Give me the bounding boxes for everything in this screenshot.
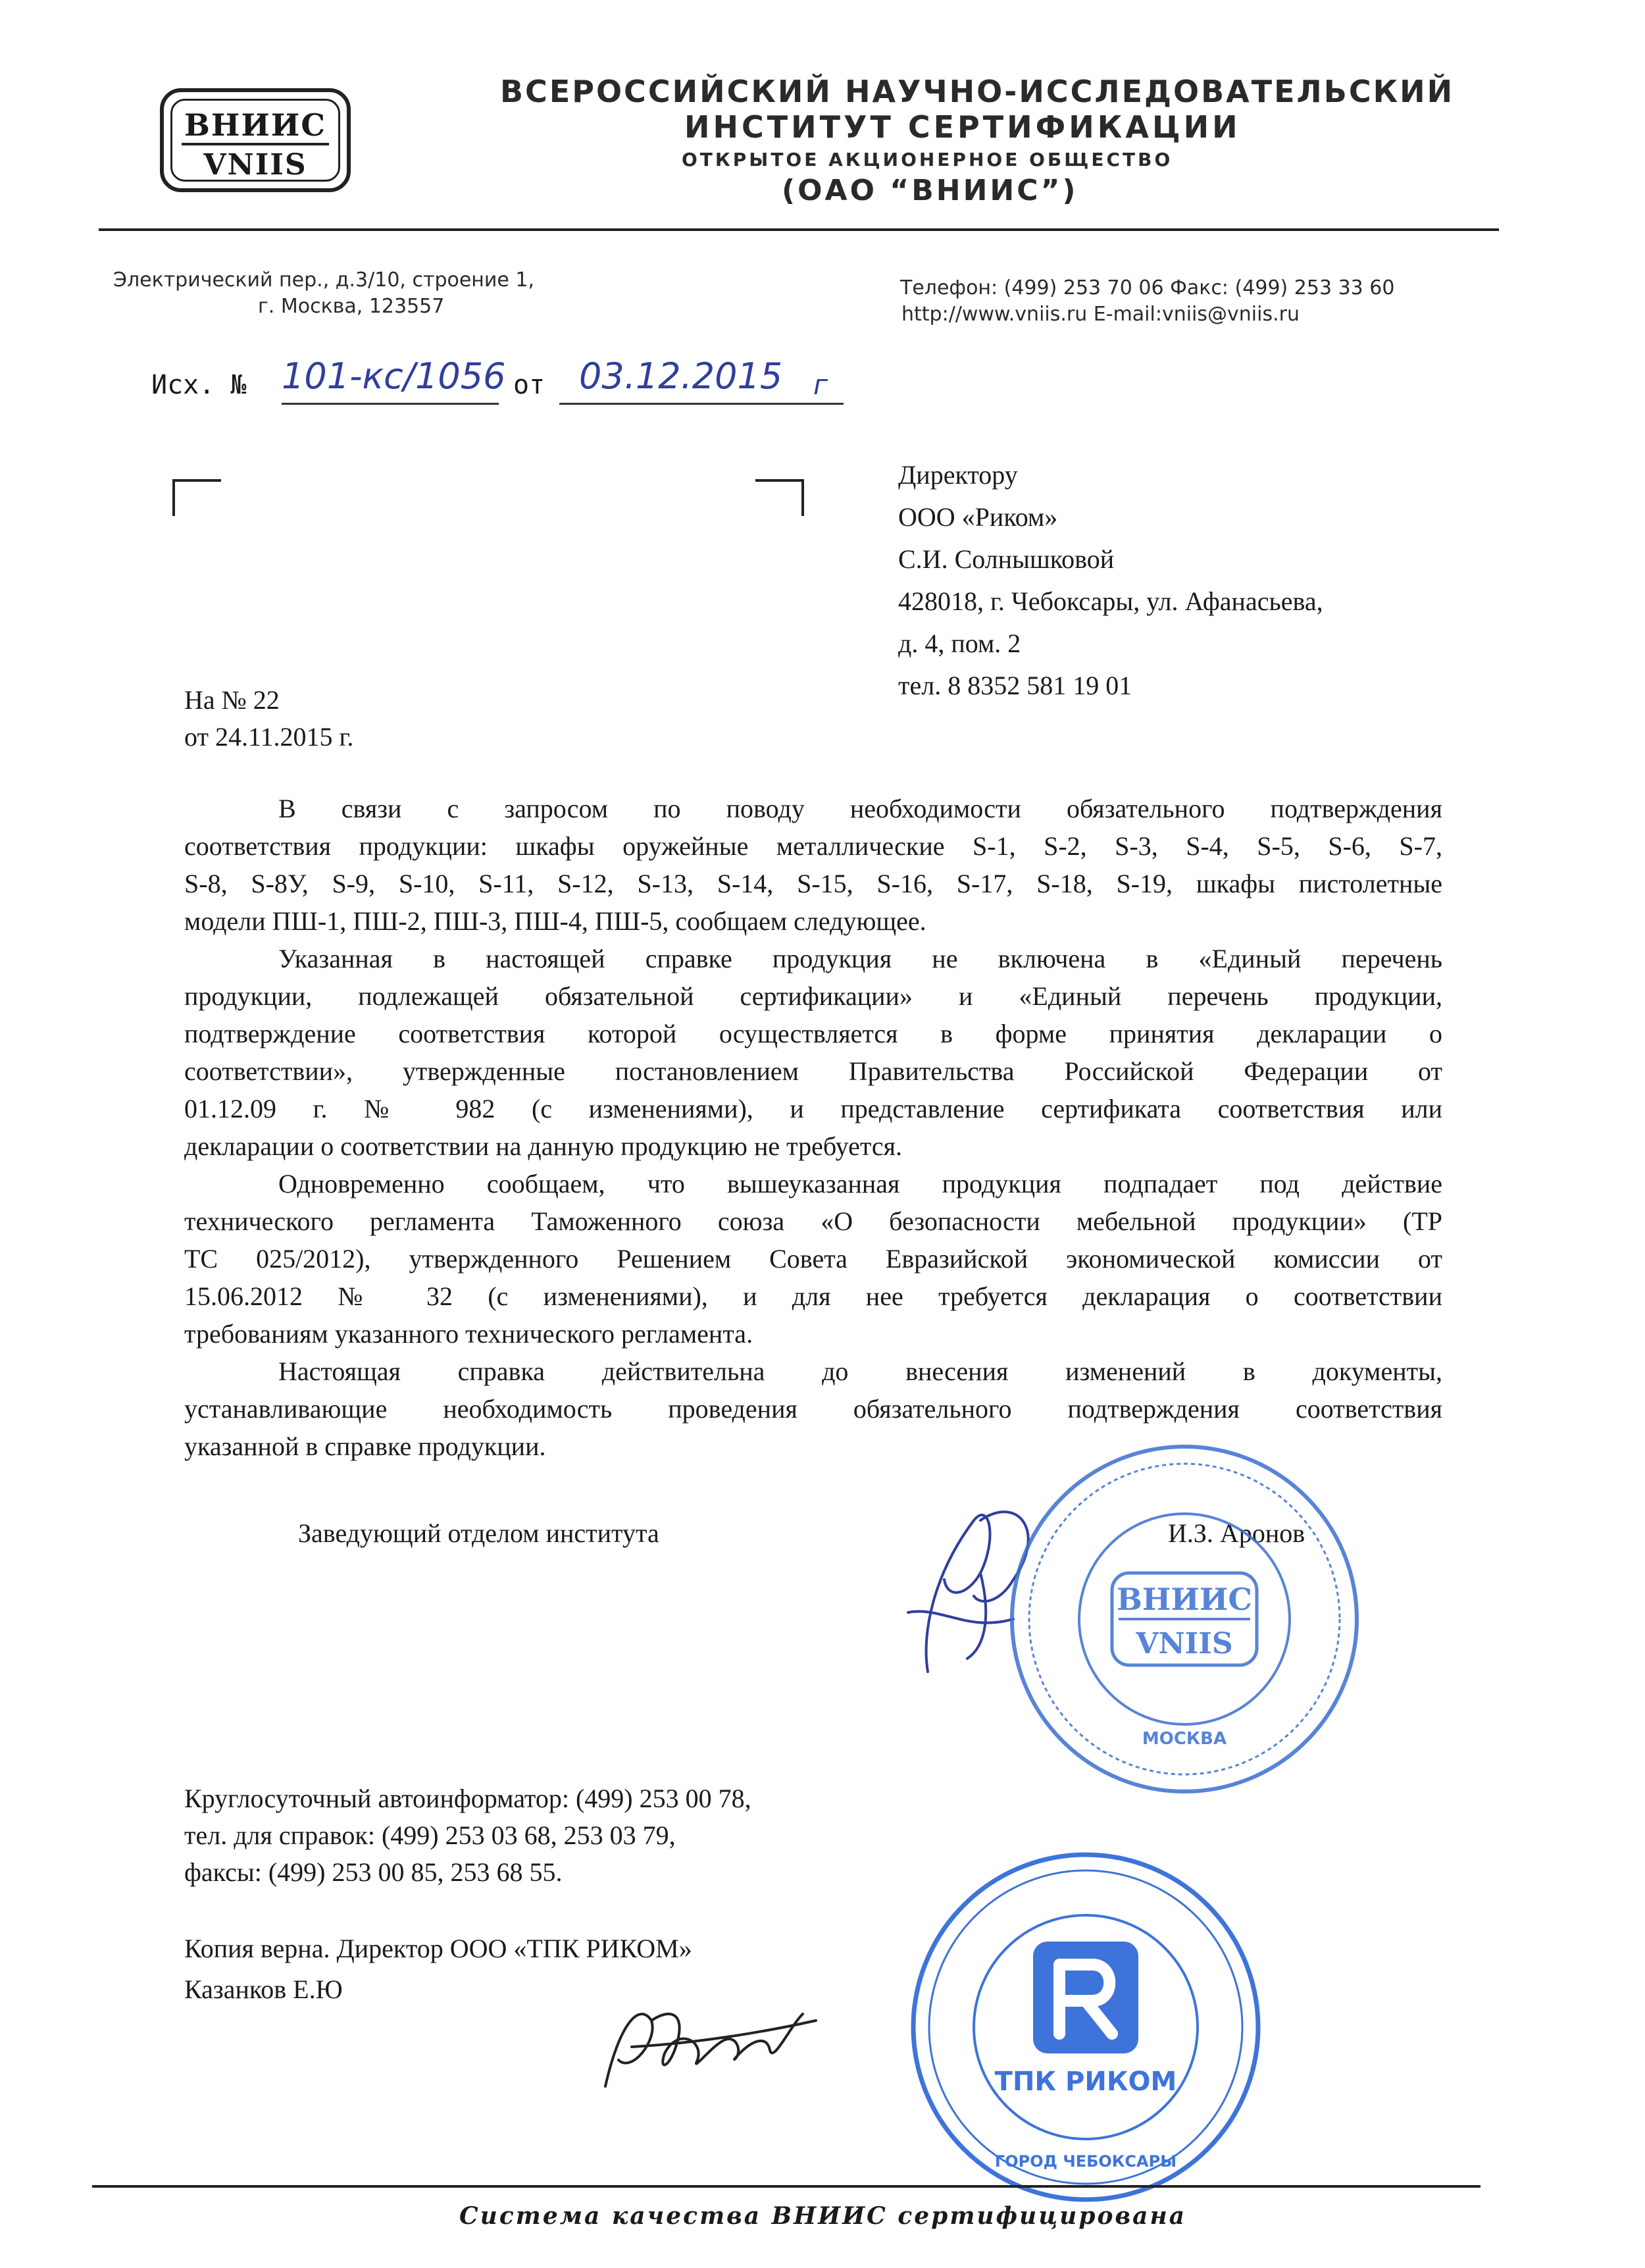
paragraph-3 (184, 1165, 1442, 1353)
stamp-rikom-name: ТПК РИКОМ (994, 2067, 1177, 2097)
ref-date-label: от (513, 370, 545, 400)
stamp-vniis-bottom: VNIIS (1136, 1627, 1233, 1661)
vniis-logo (160, 88, 351, 192)
phone-fax: Телефон: (499) 253 70 06 Факс: (499) 253 33 60 (900, 276, 1395, 299)
ref-number-value: 101-кс/1056 (282, 355, 506, 397)
address-corner-right (755, 479, 804, 516)
in-reply-block (184, 682, 353, 756)
in-reply-number: На № 22 (184, 685, 280, 715)
logo-bottom-text: VNIIS (203, 148, 307, 182)
paragraph-line: 01.12.09 г. № 982 (с изменениями), и представление сертификата соответствия или (184, 1094, 1442, 1123)
paragraph-line: 15.06.2012 № 32 (с изменениями), и для нее требуется декларация о соответствии (184, 1281, 1442, 1311)
recipient-block (898, 454, 1323, 707)
letterhead-rule (99, 228, 1499, 231)
paragraph-line: технического регламента Таможенного союза «О безопасности мебельной продукции» (ТР (184, 1206, 1442, 1236)
paragraph-line: соответствия продукции: шкафы оружейные металлические S-1, S-2, S-3, S-4, S-5, S-6, S-7, (184, 831, 1442, 861)
contact-line: тел. для справок: (499) 253 03 68, 253 03 79, (184, 1820, 676, 1850)
stamp-vniis-top: ВНИИС (1117, 1582, 1252, 1617)
copy-line: Копия верна. Директор ООО «ТПК РИКОМ» (184, 1934, 692, 1963)
ref-date-suffix: г (813, 369, 828, 401)
address-line1: Электрический пер., д.3/10, строение 1, (113, 269, 535, 292)
paragraph-line: требованиям указанного технического регламента. (184, 1319, 753, 1349)
paragraph-line: устанавливающие необходимость проведения обязательного подтверждения соответствия (184, 1394, 1442, 1424)
address-corner-left (172, 479, 221, 516)
paragraph-1 (184, 790, 1442, 940)
recipient-line: д. 4, пом. 2 (898, 629, 1021, 658)
quality-system-footer: Система качества ВНИИС сертифицирована (459, 2202, 1187, 2230)
org-name-line2: ИНСТИТУТ СЕРТИФИКАЦИИ (684, 109, 1241, 145)
vniis-round-stamp (1000, 1435, 1369, 1803)
contact-line: Круглосуточный автоинформатор: (499) 253 00 78, (184, 1784, 751, 1813)
recipient-line: 428018, г. Чебоксары, ул. Афанасьева, (898, 586, 1323, 616)
paragraph-line: соответствии», утвержденные постановлением Правительства Российской Федерации от (184, 1056, 1442, 1086)
paragraph-line: S-8, S-8У, S-9, S-10, S-11, S-12, S-13, S-14, S-15, S-16, S-17, S-18, S-19, шкафы пистолетные (184, 869, 1442, 898)
paragraph-line: Настоящая справка действительна до внесения изменений в документы, (278, 1356, 1442, 1386)
paragraph-2 (184, 940, 1442, 1165)
ref-number-label: Исх. № (151, 370, 247, 400)
recipient-line: Директору (898, 460, 1018, 490)
org-name-line1: ВСЕРОССИЙСКИЙ НАУЧНО-ИССЛЕДОВАТЕЛЬСКИЙ (500, 74, 1455, 109)
address-line2: г. Москва, 123557 (258, 295, 445, 318)
signatory-position: Заведующий отделом института (298, 1518, 659, 1548)
ref-date-value: 03.12.2015 (579, 355, 783, 397)
rikom-round-stamp (875, 1843, 1283, 2211)
paragraph-line: В связи с запросом по поводу необходимости обязательного подтверждения (278, 794, 1442, 823)
signatory-name: И.З. Аронов (1168, 1518, 1305, 1548)
logo-divider (182, 143, 329, 145)
paragraph-line: продукции, подлежащей обязательной сертификации» и «Единый перечень продукции, (184, 981, 1442, 1011)
in-reply-date: от 24.11.2015 г. (184, 722, 354, 752)
recipient-line: тел. 8 8352 581 19 01 (898, 671, 1132, 700)
org-short-name: (ОАО “ВНИИС”) (782, 174, 1078, 207)
contacts-block (184, 1780, 751, 1891)
paragraph-line: ТС 025/2012), утвержденного Решением Совета Евразийской экономической комиссии от (184, 1244, 1442, 1274)
copy-line: Казанков Е.Ю (184, 1974, 343, 2004)
recipient-line: ООО «Риком» (898, 502, 1058, 532)
ref-number-underline (282, 403, 499, 405)
contact-line: факсы: (499) 253 00 85, 253 68 55. (184, 1857, 563, 1887)
stamp-vniis-city: МОСКВА (1142, 1729, 1227, 1749)
stamp-rikom-city: ГОРОД ЧЕБОКСАРЫ (994, 2152, 1177, 2171)
logo-inner-frame (170, 99, 340, 182)
paragraph-line: модели ПШ-1, ПШ-2, ПШ-3, ПШ-4, ПШ-5, сообщаем следующее. (184, 906, 926, 936)
paragraph-line: подтверждение соответствия которой осуществляется в форме принятия декларации о (184, 1019, 1442, 1048)
ref-date-underline (559, 403, 844, 405)
org-type: ОТКРЫТОЕ АКЦИОНЕРНОЕ ОБЩЕСТВО (682, 149, 1173, 170)
footer-rule (92, 2185, 1480, 2188)
paragraph-line: Одновременно сообщаем, что вышеуказанная продукция подпадает под действие (278, 1169, 1442, 1198)
handwritten-signature-kazankov (592, 1988, 829, 2100)
paragraph-line: декларации о соответствии на данную продукцию не требуется. (184, 1131, 902, 1161)
web-email: http://www.vniis.ru E-mail:vniis@vniis.ru (901, 303, 1300, 326)
recipient-line: С.И. Солнышковой (898, 544, 1115, 574)
paragraph-line: Указанная в настоящей справке продукция не включена в «Единый перечень (278, 944, 1442, 973)
paragraph-line: указанной в справке продукции. (184, 1431, 546, 1461)
logo-top-text: ВНИИС (184, 107, 326, 143)
